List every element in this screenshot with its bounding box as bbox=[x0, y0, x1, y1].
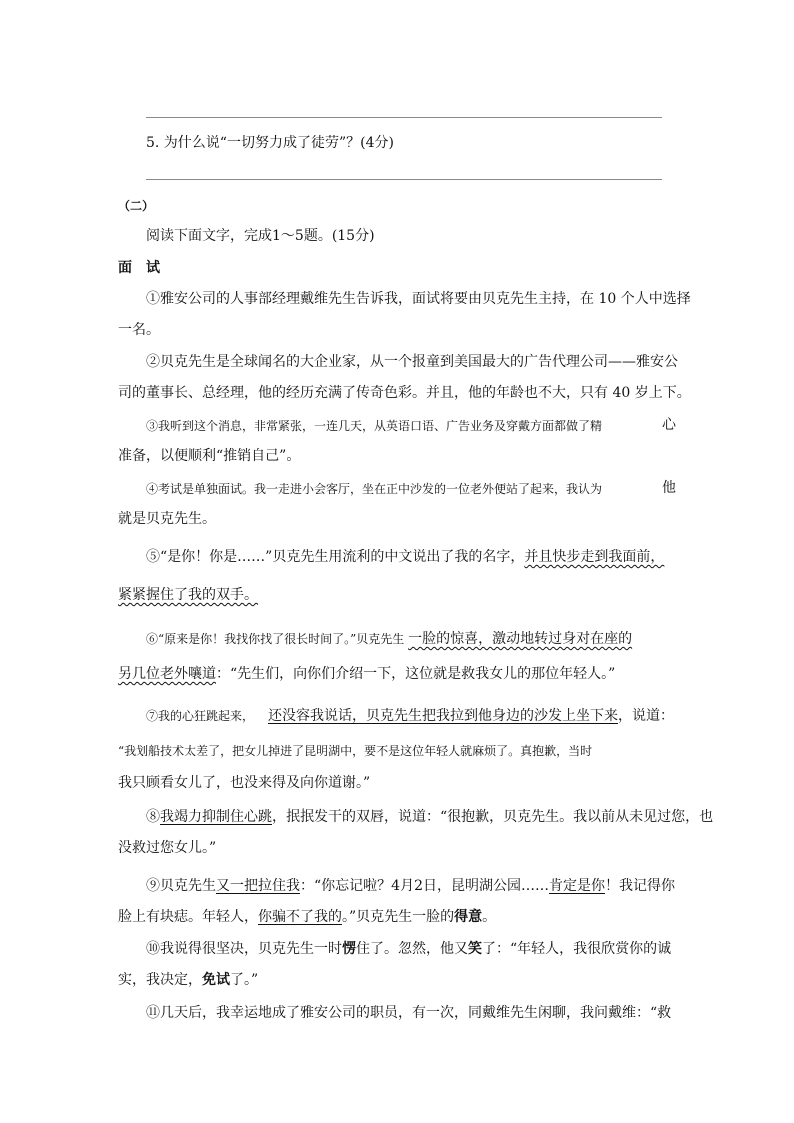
paragraph-10-line-1 bbox=[146, 939, 671, 959]
paragraph-9-underlined: 又一把拉住我 bbox=[216, 878, 300, 894]
paragraph-5-line-2 bbox=[118, 585, 258, 605]
paragraph-3-line-1 bbox=[146, 416, 602, 436]
paragraph-5-underlined-2: 紧紧握住了我的双手。 bbox=[118, 587, 258, 603]
paragraph-4-text: ④考试是单独面试。我一走进小会客厅，坐在正中沙发的一位老外便站了起来，我认为 bbox=[146, 482, 603, 496]
paragraph-7-text: ⑦我的心狂跳起来， bbox=[146, 709, 255, 723]
answer-line-2 bbox=[146, 179, 662, 180]
paragraph-5-line-1 bbox=[146, 547, 664, 567]
paragraph-7-line-3: 我只顾看女儿了，也没来得及向你道谢。” bbox=[118, 775, 371, 791]
paragraph-2-line-1: ②贝克先生是全球闻名的大企业家，从一个报童到美国最大的广告代理公司——雅安公 bbox=[146, 354, 678, 370]
paragraph-10-bold-2: 笑 bbox=[468, 941, 482, 957]
paragraph-10-text-e: 了。” bbox=[230, 972, 259, 988]
paragraph-3-text: ③我听到这个消息，非常紧张，一连几天，从英语口语、广告业务及穿戴方面都做了精 bbox=[146, 419, 603, 433]
paragraph-8-line-1 bbox=[146, 807, 713, 827]
paragraph-9-text-f: 。 bbox=[482, 909, 497, 925]
paragraph-1-line-2: 一名。 bbox=[118, 322, 160, 338]
paragraph-9-text-b: ：“你忘记啦？4月2日，昆明湖公园…… bbox=[300, 878, 549, 894]
paragraph-5-text: ⑤“是你！你是……”贝克先生用流利的中文说出了我的名字， bbox=[146, 549, 525, 565]
paragraph-6-text-2: ：“先生们，向你们介绍一下，这位就是救我女儿的那位年轻人。” bbox=[216, 666, 616, 682]
paragraph-8-line-2: 没救过您女儿。” bbox=[118, 840, 217, 856]
paragraph-4-line-2: 就是贝克先生。 bbox=[118, 511, 216, 527]
paragraph-9-underlined-2: 肯定是你 bbox=[548, 878, 605, 894]
paragraph-7-underlined: 还没容我说话，贝克先生把我拉到他身边的沙发上坐下来 bbox=[268, 708, 619, 724]
section-heading: （二） bbox=[118, 199, 155, 213]
paragraph-6-line-2 bbox=[118, 664, 615, 684]
paragraph-5-underlined: 并且快步走到我面前， bbox=[524, 549, 665, 565]
paragraph-7-line-1 bbox=[146, 706, 674, 726]
paragraph-4-line-1 bbox=[146, 479, 602, 499]
paragraph-8-mark: ⑧ bbox=[146, 809, 160, 825]
paragraph-10-bold: 愣 bbox=[342, 941, 356, 957]
paragraph-10-bold-3: 免试 bbox=[202, 972, 230, 988]
paragraph-6-line-1 bbox=[146, 629, 632, 649]
paragraph-9-line-1 bbox=[146, 876, 675, 896]
paragraph-9-text-d: 脸上有块痣。年轻人， bbox=[118, 909, 258, 925]
paragraph-9-underlined-3: 你骗不了我的 bbox=[258, 909, 342, 925]
question-5 bbox=[146, 133, 394, 153]
paragraph-10-line-2 bbox=[118, 970, 258, 990]
paragraph-2-line-2: 司的董事长、总经理，他的经历充满了传奇色彩。并且，他的年龄也不大，只有 40 岁上下。 bbox=[118, 385, 691, 401]
answer-line-1 bbox=[146, 117, 662, 118]
paragraph-6-underlined: 一脸的惊喜，激动地转过身对在座的 bbox=[408, 631, 633, 647]
question-5-text: 5. 为什么说“一切努力成了徒劳”？(4分) bbox=[146, 135, 394, 151]
paragraph-9-line-2 bbox=[118, 907, 496, 927]
paragraph-10-text: ⑩我说得很坚决，贝克先生一时 bbox=[146, 941, 342, 957]
paragraph-11-line-1: ⑪几天后，我幸运地成了雅安公司的职员，有一次，同戴维先生闲聊，我问戴维：“救 bbox=[146, 1005, 672, 1021]
paragraph-3-line-2: 准备，以便顺利“推销自己”。 bbox=[118, 448, 301, 464]
paragraph-10-text-b: 住了。忽然，他又 bbox=[356, 941, 468, 957]
paragraph-7-line-2: “我划船技术太差了，把女儿掉进了昆明湖中，要不是这位年轻人就麻烦了。真抱歉，当时 bbox=[118, 744, 593, 758]
paragraph-7-text-b: ，说道： bbox=[618, 708, 675, 724]
section-instruction: 阅读下面文字，完成1～5题。(15分) bbox=[146, 228, 375, 244]
paragraph-9-text-c: ！我记得你 bbox=[604, 878, 675, 894]
paragraph-1-line-1: ①雅安公司的人事部经理戴维先生告诉我，面试将要由贝克先生主持，在 10 个人中选择 bbox=[146, 291, 691, 307]
paragraph-6-underlined-2: 另几位老外嚷道 bbox=[118, 666, 216, 682]
paragraph-4-line-1-end: 他 bbox=[662, 480, 676, 496]
paragraph-3-line-1-end: 心 bbox=[662, 417, 676, 433]
paragraph-9-text: ⑨贝克先生 bbox=[146, 878, 216, 894]
paragraph-9-bold: 得意 bbox=[454, 909, 483, 925]
paragraph-6-text: ⑥“原来是你！我找你找了很长时间了。”贝克先生 bbox=[146, 632, 409, 646]
paragraph-8-text: ，抿抿发干的双唇，说道：“很抱歉，贝克先生。我以前从未见过您，也 bbox=[272, 809, 714, 825]
paragraph-9-text-e: 。”贝克先生一脸的 bbox=[342, 909, 455, 925]
article-title: 面 试 bbox=[118, 260, 160, 276]
paragraph-10-text-d: 实，我决定， bbox=[118, 972, 202, 988]
paragraph-10-text-c: 了：“年轻人，我很欣赏你的诚 bbox=[482, 941, 672, 957]
paragraph-8-underlined: 我竭力抑制住心跳 bbox=[160, 809, 272, 825]
